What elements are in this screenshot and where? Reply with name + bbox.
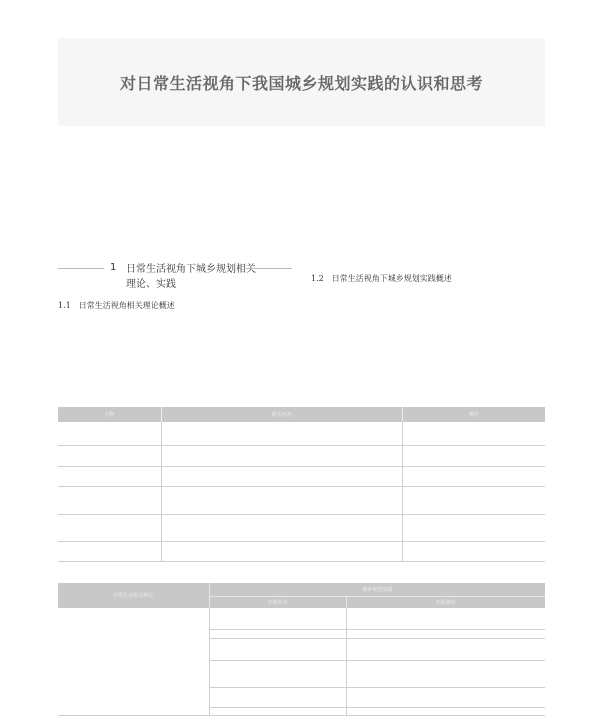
heading-rule-right: [246, 268, 292, 269]
table-cell: [402, 445, 545, 466]
section-number: 1: [110, 262, 117, 273]
header-theory: 日常生活相关理论: [58, 583, 209, 608]
header-works: 著作: [402, 407, 545, 422]
table-cell: [58, 514, 161, 541]
table-cell: [402, 466, 545, 486]
table-header-row: [58, 407, 545, 422]
table-cell: [161, 486, 402, 514]
page-title: 对日常生活视角下我国城乡规划实践的认识和思考: [119, 73, 483, 93]
table-row: [58, 445, 545, 466]
subsection-number: 1.1: [58, 301, 71, 310]
table-cell: [346, 687, 545, 707]
table-cell: [209, 660, 346, 687]
table-cell: [346, 638, 545, 660]
table-cell: [209, 638, 346, 660]
table-cell: [346, 707, 545, 715]
table-cell: [161, 466, 402, 486]
table-row: [58, 466, 545, 486]
table-cell: [402, 422, 545, 445]
header-practice-path: 实践路径: [346, 596, 545, 608]
header-content: 相关内容: [161, 407, 402, 422]
table-cell: [161, 445, 402, 466]
table-row: [58, 514, 545, 541]
table-cell: [209, 707, 346, 715]
subsection-1-2: [311, 273, 452, 284]
table-cell: [346, 608, 545, 629]
subsection-title: 日常生活视角相关理论概述: [78, 301, 175, 310]
table-cell: [209, 608, 346, 629]
table-row: [58, 541, 545, 561]
table-row: [58, 422, 545, 445]
table-cell: [161, 541, 402, 561]
table-cell: [346, 660, 545, 687]
table-cell: [346, 629, 545, 638]
header-practice-group: 城乡规划实践: [209, 583, 545, 596]
table-header-row: [58, 583, 545, 596]
theory-table: [58, 407, 545, 562]
table-cell: [58, 422, 161, 445]
table-row: [58, 486, 545, 514]
table-cell: [161, 422, 402, 445]
table-cell: [58, 541, 161, 561]
section-1-heading: [58, 262, 298, 298]
subsection-number: 1.2: [311, 274, 324, 283]
subsection-title: 日常生活视角下城乡规划实践概述: [331, 274, 452, 283]
practice-table: [58, 583, 545, 716]
table-cell: [209, 629, 346, 638]
title-band: [58, 38, 545, 126]
table-cell: [209, 687, 346, 707]
table-cell: [402, 486, 545, 514]
table-cell: [402, 541, 545, 561]
section-title: 日常生活视角下城乡规划相关理论、实践: [126, 264, 256, 290]
header-practice-content: 实践内容: [209, 596, 346, 608]
header-person: 人物: [58, 407, 161, 422]
table-cell: [58, 486, 161, 514]
table-cell: [161, 514, 402, 541]
heading-rule-left: [58, 268, 104, 269]
table-row: [58, 608, 545, 629]
table-cell: [58, 445, 161, 466]
table-cell: [58, 466, 161, 486]
subsection-1-1: [58, 300, 175, 311]
table-cell: [402, 514, 545, 541]
table-cell: [58, 608, 209, 715]
